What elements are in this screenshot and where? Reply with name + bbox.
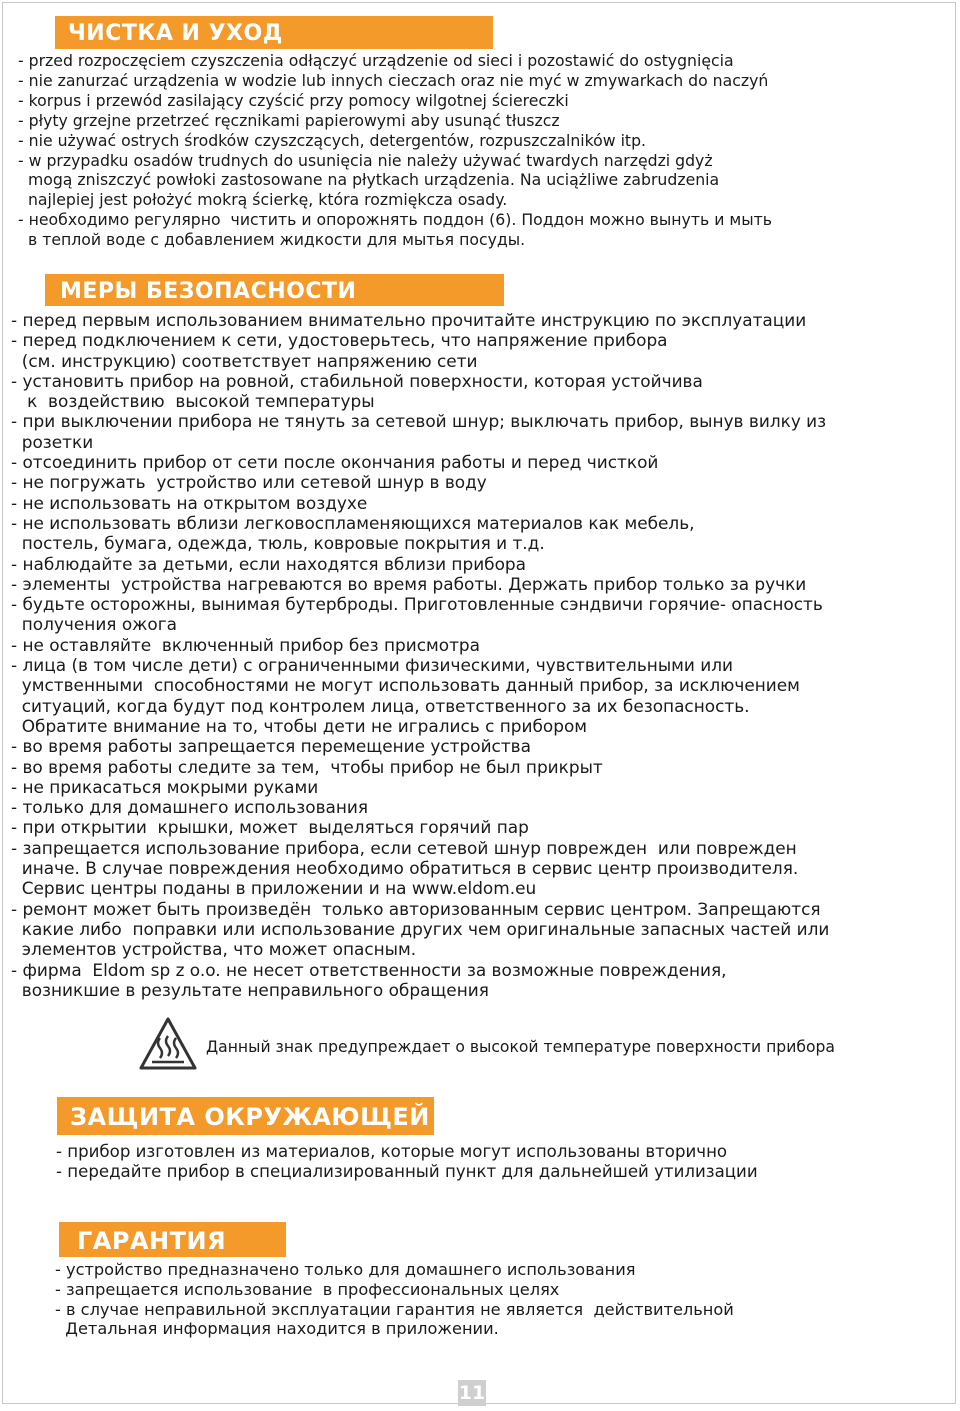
safety-line: - запрещается использование прибора, если сетевой шнур поврежден или поврежден <box>11 837 797 858</box>
safety-line: - ремонт может быть произведён только авторизованным сервис центром. Запрещаются <box>11 898 821 919</box>
safety-header: МЕРЫ БЕЗОПАСНОСТИ <box>45 274 504 306</box>
safety-line: - установить прибор на ровной, стабильной поверхности, которая устойчива <box>11 370 703 391</box>
safety-line: - во время работы следите за тем, чтобы прибор не был прикрыт <box>11 756 603 777</box>
safety-line: ситуаций, когда будут под контролем лица, ответственного за их безопасность. <box>11 695 750 716</box>
warranty-line: - запрещается использование в профессиональных целях <box>55 1279 560 1299</box>
safety-line: - элементы устройства нагреваются во время работы. Держать прибор только за ручки <box>11 573 807 594</box>
safety-line: умственными способностями не могут использовать данный прибор, за исключением <box>11 675 800 696</box>
safety-line: - при открытии крышки, может выделяться горячий пар <box>11 817 529 838</box>
safety-line: к воздействию высокой температуры <box>11 391 375 412</box>
cleaning-line: - nie używać ostrych środków czyszczących, detergentów, rozpuszczalników itp. <box>18 130 647 150</box>
cleaning-line: mogą zniszczyć powłoki zastosowane na płytkach urządzenia. Na uciążliwe zabrudzenia <box>18 170 720 190</box>
environment-line: - прибор изготовлен из материалов, которые могут использованы вторично <box>56 1142 728 1161</box>
safety-line: - не прикасаться мокрыми руками <box>11 776 319 797</box>
safety-line: - не использовать на открытом воздухе <box>11 492 368 513</box>
safety-line: Сервис центры поданы в приложении и на www.eldom.eu <box>11 878 537 899</box>
cleaning-line: - w przypadku osadów trudnych do usunięcia nie należy używać twardych narzędzi gdyż <box>18 150 713 170</box>
safety-line: - не погружать устройство или сетевой шнур в воду <box>11 472 487 493</box>
safety-list <box>11 310 829 1000</box>
safety-line: - не использовать вблизи легковоспламеняющихся материалов как мебель, <box>11 512 695 533</box>
safety-line: - перед первым использованием внимательно прочитайте инструкцию по эксплуатации <box>11 310 807 330</box>
hot-surface-warning-text: Данный знак предупреждает о высокой температуре поверхности прибора <box>206 1038 835 1056</box>
cleaning-header: ЧИСТКА И УХОД <box>55 16 493 49</box>
page-number: 11 <box>458 1382 486 1404</box>
safety-line: - фирма Eldom sp z o.o. не несет ответственности за возможные повреждения, <box>11 959 727 980</box>
cleaning-line: - необходимо регулярно чистить и опорожнять поддон (6). Поддон можно вынуть и мыть <box>18 210 772 230</box>
safety-line: - при выключении прибора не тянуть за сетевой шнур; выключать прибор, вынув вилку из <box>11 411 827 432</box>
safety-line: - будьте осторожны, вынимая бутерброды. Приготовленные сэндвичи горячие- опасность <box>11 594 823 615</box>
cleaning-line: - przed rozpoczęciem czyszczenia odłączyć urządzenie od sieci i pozostawić do ostygnięcia <box>18 51 734 70</box>
safety-line: - отсоединить прибор от сети после окончания работы и перед чисткой <box>11 452 659 473</box>
safety-line: - перед подключением к сети, удостоверьтесь, что напряжение прибора <box>11 330 668 351</box>
safety-line: розетки <box>11 431 94 452</box>
cleaning-line: в теплой воде с добавлением жидкости для мытья посуды. <box>18 230 526 250</box>
cleaning-line: - nie zanurzać urządzenia w wodzie lub innych cieczach oraz nie myć w zmywarkach do naczyń <box>18 70 769 90</box>
cleaning-list <box>18 51 772 250</box>
warranty-line: - устройство предназначено только для домашнего использования <box>55 1260 636 1279</box>
environment-list <box>56 1142 758 1182</box>
environment-header: ЗАЩИТА ОКРУЖАЮЩЕЙ <box>57 1097 434 1135</box>
cleaning-line: - korpus i przewód zasilający czyścić przy pomocy wilgotnej ściereczki <box>18 90 569 110</box>
safety-line: (см. инструкцию) соответствует напряжению сети <box>11 350 478 371</box>
safety-line: элементов устройства, что может опасным. <box>11 939 417 960</box>
safety-line: возникшие в результате неправильного обращения <box>11 979 489 1000</box>
warranty-header: ГАРАНТИЯ <box>59 1222 286 1257</box>
safety-line: - не оставляйте включенный прибор без присмотра <box>11 634 481 655</box>
hot-surface-warning <box>138 1016 898 1076</box>
cleaning-line: najlepiej jest położyć mokrą ścierkę, która rozmiękcza osady. <box>18 190 508 210</box>
environment-line: - передайте прибор в специализированный пункт для дальнейшей утилизации <box>56 1162 758 1181</box>
safety-line: Обратите внимание на то, чтобы дети не игрались с прибором <box>11 715 588 736</box>
cleaning-line: - płyty grzejne przetrzeć ręcznikami papierowymi aby usunąć tłuszcz <box>18 110 560 130</box>
warranty-line: - в случае неправильной эксплуатации гарантия не является действительной <box>55 1299 734 1319</box>
warranty-list <box>55 1260 734 1339</box>
safety-line: какие либо поправки или использование других чем оригинальные запасных частей или <box>11 918 830 939</box>
warranty-line: Детальная информация находится в приложении. <box>55 1319 499 1339</box>
safety-line: постель, бумага, одежда, тюль, ковровые покрытия и т.д. <box>11 533 545 554</box>
safety-line: получения ожога <box>11 614 177 635</box>
safety-line: - наблюдайте за детьми, если находятся вблизи прибора <box>11 553 526 574</box>
safety-line: - во время работы запрещается перемещение устройства <box>11 736 531 757</box>
safety-line: иначе. В случае повреждения необходимо обратиться в сервис центр производителя. <box>11 858 799 879</box>
hot-surface-warning-icon <box>138 1016 198 1072</box>
safety-line: - только для домашнего использования <box>11 797 369 818</box>
safety-line: - лица (в том числе дети) с ограниченными физическими, чувствительными или <box>11 655 733 676</box>
